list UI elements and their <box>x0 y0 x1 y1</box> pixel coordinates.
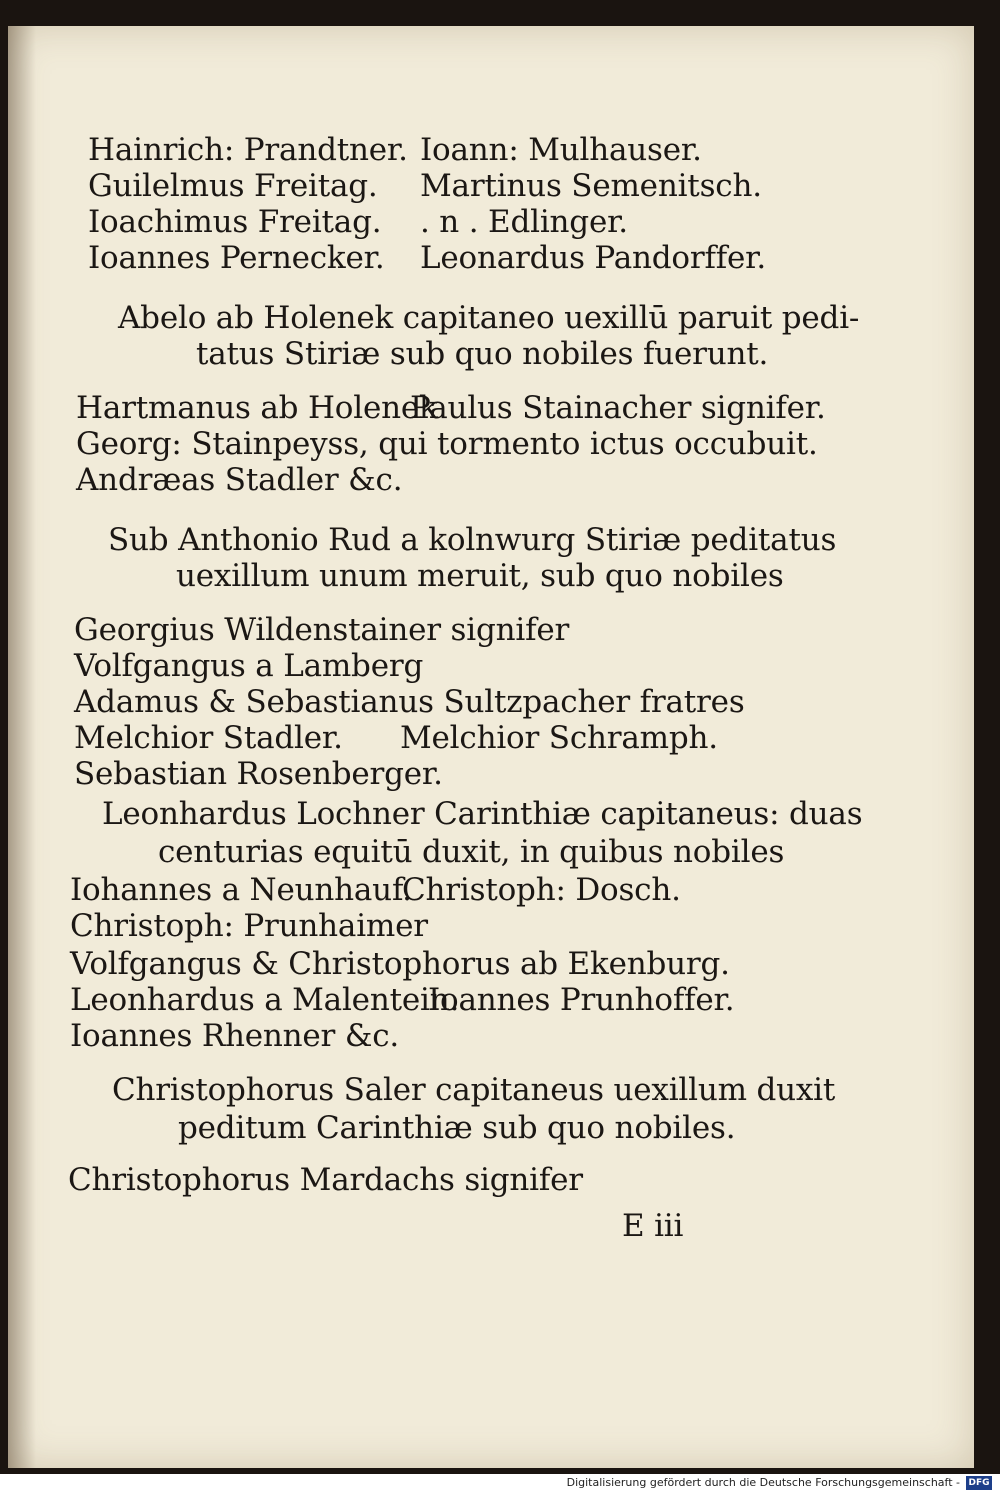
roster-4-line-4-right: Ioannes Prunhoffer. <box>428 982 735 1018</box>
roster-3-line-2: Volfgangus a Lamberg <box>74 648 424 684</box>
heading-1-line-1: Abelo ab Holenek capitaneo uexillū paruit pedi- <box>118 300 860 336</box>
dfg-logo-icon: DFG <box>966 1476 992 1490</box>
roster-4-line-1-left: Iohannes a Neunhauf. <box>70 872 412 908</box>
roster-4-line-1-right: Christoph: Dosch. <box>402 872 681 908</box>
roster-3-line-3: Adamus & Sebastianus Sultzpacher fratres <box>74 684 745 720</box>
spine-shadow <box>8 26 36 1468</box>
roster-2-line-2: Georg: Stainpeyss, qui tormento ictus occubuit. <box>76 426 818 462</box>
book-page <box>8 26 974 1468</box>
roster-3-line-4-left: Melchior Stadler. <box>74 720 343 756</box>
heading-4-line-1: Christophorus Saler capitaneus uexillum duxit <box>112 1072 836 1108</box>
heading-2-line-1: Sub Anthonio Rud a kolnwurg Stiriæ peditatus <box>108 522 837 558</box>
roster-4-line-3: Volfgangus & Christophorus ab Ekenburg. <box>70 946 730 982</box>
heading-2-line-2: uexillum unum meruit, sub quo nobiles <box>176 558 784 594</box>
roster-2-line-1-right: Paulus Stainacher signifer. <box>410 390 826 426</box>
roster-3-line-5: Sebastian Rosenberger. <box>74 756 443 792</box>
roster-4-line-4-left: Leonhardus a Malentein. <box>70 982 460 1018</box>
roster-1-left-2: Guilelmus Freitag. <box>88 168 378 204</box>
roster-1-left-4: Ioannes Pernecker. <box>88 240 385 276</box>
roster-1-left-3: Ioachimus Freitag. <box>88 204 382 240</box>
heading-1-line-2: tatus Stiriæ sub quo nobiles fuerunt. <box>196 336 769 372</box>
roster-4-line-5: Ioannes Rhenner &c. <box>70 1018 400 1054</box>
heading-3-line-1: Leonhardus Lochner Carinthiæ capitaneus: duas <box>102 796 863 832</box>
roster-5-line-1: Christophorus Mardachs signifer <box>68 1162 583 1198</box>
roster-1-right-4: Leonardus Pandorffer. <box>420 240 767 276</box>
heading-3-line-2: centurias equitū duxit, in quibus nobiles <box>158 834 785 870</box>
heading-4-line-2: peditum Carinthiæ sub quo nobiles. <box>178 1110 736 1146</box>
roster-3-line-4-right: Melchior Schramph. <box>400 720 718 756</box>
roster-1-right-1: Ioann: Mulhauser. <box>420 132 702 168</box>
roster-3-line-1: Georgius Wildenstainer signifer <box>74 612 570 648</box>
roster-1-left-1: Hainrich: Prandtner. <box>88 132 408 168</box>
roster-2-line-3: Andræas Stadler &c. <box>76 462 403 498</box>
roster-1-right-2: Martinus Semenitsch. <box>420 168 762 204</box>
roster-1-right-3: . n . Edlinger. <box>420 204 628 240</box>
signature-mark: E iii <box>622 1208 684 1244</box>
footer-bar <box>0 1474 1000 1494</box>
roster-2-line-1-left: Hartmanus ab Holenek <box>76 390 438 426</box>
roster-4-line-2: Christoph: Prunhaimer <box>70 908 428 944</box>
footer-credit: Digitalisierung gefördert durch die Deutsche Forschungsgemeinschaft - <box>566 1476 960 1489</box>
